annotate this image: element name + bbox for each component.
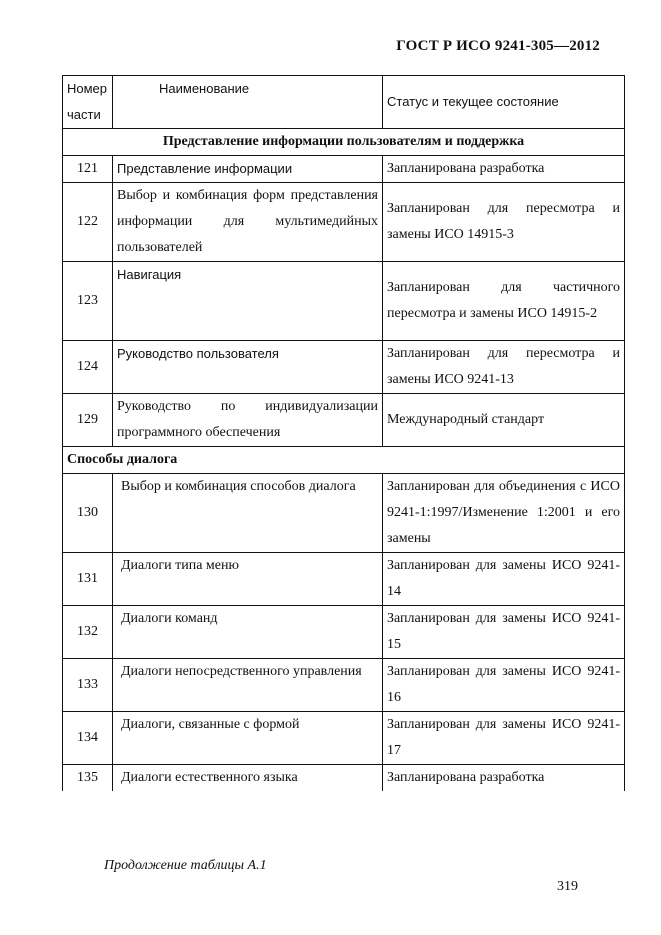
table-row: [63, 474, 625, 553]
part-status: Запланирован для замены ИСО 9241-15: [383, 606, 625, 659]
part-number: 135: [63, 765, 113, 792]
part-number: 132: [63, 606, 113, 659]
part-status: Запланирован для пересмотра и замены ИСО 9241-13: [383, 341, 625, 394]
part-number: 133: [63, 659, 113, 712]
part-number: 131: [63, 553, 113, 606]
table-body: [63, 129, 625, 792]
column-header-status: Статус и текущее состояние: [383, 76, 625, 129]
section-row: [63, 129, 625, 156]
document-header: ГОСТ Р ИСО 9241-305—2012: [396, 38, 600, 54]
table-row: [63, 553, 625, 606]
part-name: Диалоги команд: [113, 606, 383, 659]
part-number: 122: [63, 183, 113, 262]
part-name: Выбор и комбинация способов диалога: [113, 474, 383, 553]
section-title: Способы диалога: [63, 447, 625, 474]
part-status: Запланирован для пересмотра и замены ИСО 14915-3: [383, 183, 625, 262]
part-status: Запланирована разработка: [383, 765, 625, 792]
table-row: [63, 659, 625, 712]
part-name: Навигация: [113, 262, 383, 341]
table-row: [63, 156, 625, 183]
part-name: Выбор и комбинация форм представления информации для мультимедийных пользователей: [113, 183, 383, 262]
part-number: 124: [63, 341, 113, 394]
part-status: Запланирован для замены ИСО 9241-14: [383, 553, 625, 606]
section-title: Представление информации пользователям и поддержка: [63, 129, 625, 156]
part-name: Представление информации: [113, 156, 383, 183]
table-row: [63, 341, 625, 394]
column-header-name-text: Наименование: [159, 81, 250, 96]
part-name: Руководство пользователя: [113, 341, 383, 394]
part-number: 123: [63, 262, 113, 341]
part-number: 134: [63, 712, 113, 765]
part-status: Запланирована разработка: [383, 156, 625, 183]
section-row: [63, 447, 625, 474]
part-name: Диалоги непосредственного управления: [113, 659, 383, 712]
part-number: 129: [63, 394, 113, 447]
part-status: Запланирован для частичного пересмотра и замены ИСО 14915-2: [383, 262, 625, 341]
column-header-number: Номер части: [63, 76, 113, 129]
part-status: Запланирован для объединения с ИСО 9241-1:1997/Изменение 1:2001 и его замены: [383, 474, 625, 553]
part-name: Диалоги, связанные с формой: [113, 712, 383, 765]
table-row: [63, 765, 625, 792]
part-status: Международный стандарт: [383, 394, 625, 447]
part-name: Руководство по индивидуализации программного обеспечения: [113, 394, 383, 447]
table-header-row: [63, 76, 625, 129]
part-number: 130: [63, 474, 113, 553]
table-row: [63, 183, 625, 262]
part-status: Запланирован для замены ИСО 9241-16: [383, 659, 625, 712]
table-row: [63, 394, 625, 447]
part-number: 121: [63, 156, 113, 183]
page-number: 319: [557, 879, 578, 894]
table-row: [63, 606, 625, 659]
part-name: Диалоги естественного языка: [113, 765, 383, 792]
part-status: Запланирован для замены ИСО 9241-17: [383, 712, 625, 765]
standards-table: [62, 75, 625, 791]
table-row: [63, 262, 625, 341]
table-continuation-note: Продолжение таблицы А.1: [104, 858, 267, 873]
column-header-name: [113, 76, 383, 129]
part-name: Диалоги типа меню: [113, 553, 383, 606]
table-row: [63, 712, 625, 765]
